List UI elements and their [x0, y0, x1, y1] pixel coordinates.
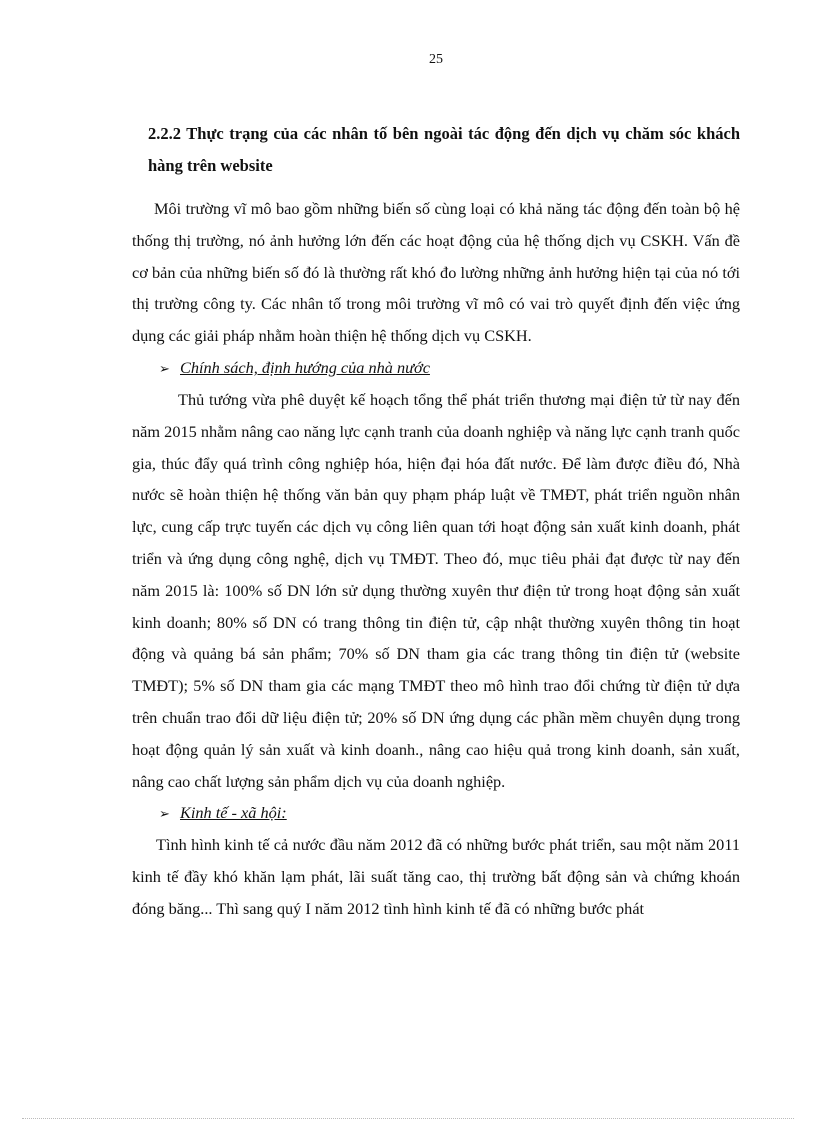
document-body [132, 118, 740, 925]
arrow-bullet-icon: ➢ [159, 806, 170, 822]
page-bottom-divider [22, 1118, 794, 1119]
bullet-policy [132, 352, 740, 384]
arrow-bullet-icon: ➢ [159, 360, 170, 376]
economy-paragraph: Tình hình kinh tế cả nước đầu năm 2012 đã có những bước phát triển, sau một năm 2011 kinh tế đầy khó khăn lạm phát, lãi suất tăng cao, thị trường bất động sản và chứng khoán đóng băng... Thì sang quý I năm 2012 tình hình kinh tế đã có những bước phát [132, 835, 740, 918]
intro-paragraph: Môi trường vĩ mô bao gồm những biến số cùng loại có khả năng tác động đến toàn bộ hệ thống thị trường, nó ảnh hưởng lớn đến các hoạt động của hệ thống dịch vụ CSKH. Vấn đề cơ bản của những biến số đó là thường rất khó đo lường những ảnh hưởng hiện tại của nó tới thị trường công ty. Các nhân tố trong môi trường vĩ mô có vai trò quyết định đến việc ứng dụng các giải pháp nhằm hoàn thiện hệ thống dịch vụ CSKH. [132, 199, 740, 346]
bullet-economy-label: Kinh tế - xã hội: [180, 803, 287, 823]
policy-paragraph: Thủ tướng vừa phê duyệt kế hoạch tổng thể phát triển thương mại điện tử từ nay đến năm 2015 nhằm nâng cao năng lực cạnh tranh của doanh nghiệp và năng lực cạnh tranh quốc gia, thúc đẩy quá trình công nghiệp hóa, hiện đại hóa đất nước. Để làm được điều đó, Nhà nước sẽ hoàn thiện hệ thống văn bản quy phạm pháp luật về TMĐT, phát triển nguồn nhân lực, cung cấp trực tuyến các dịch vụ công liên quan tới hoạt động sản xuất kinh doanh, phát triển và ứng dụng công nghệ, dịch vụ TMĐT. Theo đó, mục tiêu phải đạt được từ nay đến năm 2015 là: 100% số DN lớn sử dụng thường xuyên thư điện tử trong hoạt động sản xuất kinh doanh; 80% số DN có trang thông tin điện tử, cập nhật thường xuyên thông tin hoạt động và quảng bá sản phẩm; 70% số DN tham gia các trang thông tin điện tử (website TMĐT); 5% số DN tham gia các mạng TMĐT theo mô hình trao đổi chứng từ điện tử dựa trên chuẩn trao đổi dữ liệu điện tử; 20% số DN ứng dụng các phần mềm chuyên dụng trong hoạt động quản lý sản xuất và kinh doanh., nâng cao hiệu quả trong kinh doanh, sản xuất, nâng cao chất lượng sản phẩm dịch vụ của doanh nghiệp. [132, 389, 740, 791]
page-number: 25 [429, 52, 443, 67]
bullet-policy-label: Chính sách, định hướng của nhà nước [180, 357, 430, 377]
bullet-economy [132, 797, 740, 829]
section-heading: 2.2.2 Thực trạng của các nhân tố bên ngoài tác động đến dịch vụ chăm sóc khách hàng trên website [148, 124, 740, 175]
